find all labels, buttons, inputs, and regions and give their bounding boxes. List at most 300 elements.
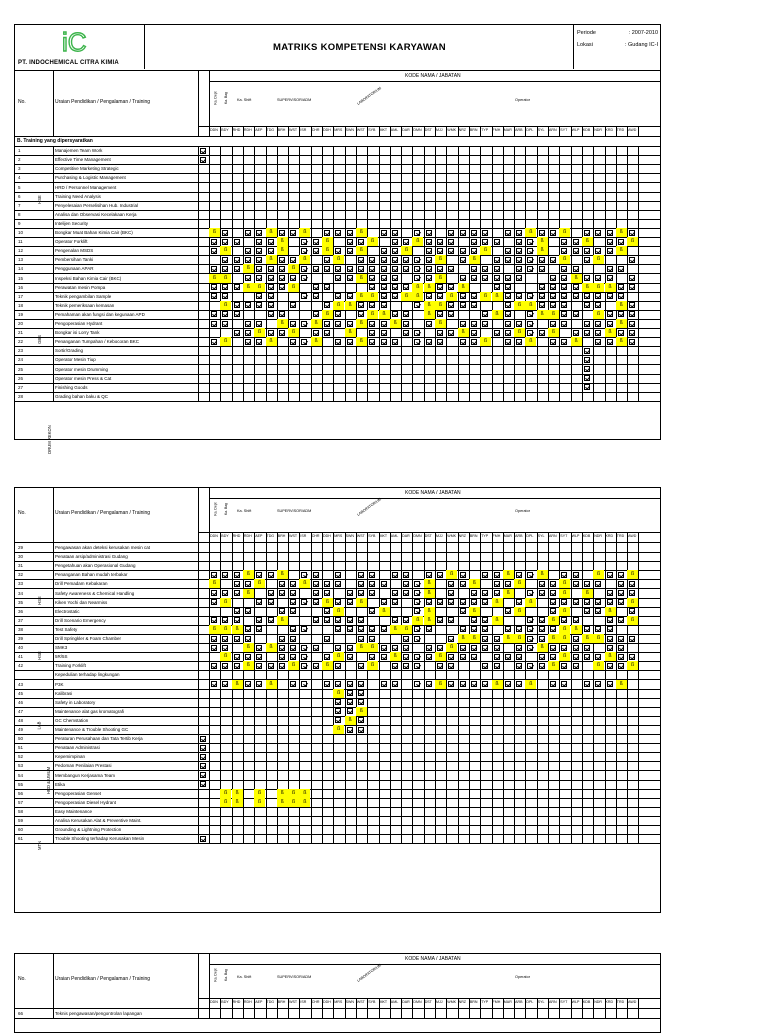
column-divider [390, 1009, 391, 1018]
column-divider [616, 789, 617, 798]
employee-code: WLP [571, 1000, 580, 1004]
column-divider [333, 164, 334, 173]
column-divider [254, 725, 255, 734]
competency-cell [469, 652, 480, 661]
checkbox-checked-icon [607, 248, 613, 254]
competency-cell [559, 264, 570, 273]
lokasi-value: : Gudang IC-I [624, 42, 658, 48]
checkbox-checked-icon [256, 339, 262, 345]
column-divider [582, 789, 583, 798]
checkbox-checked-icon [516, 275, 522, 281]
column-divider [605, 771, 606, 780]
competency-cell [492, 255, 503, 264]
competency-cell [525, 264, 536, 273]
column-divider [277, 698, 278, 707]
competency-cell [311, 283, 322, 292]
checkbox-checked-icon [403, 617, 409, 623]
competency-cell [311, 237, 322, 246]
checkbox-checked-icon [471, 617, 477, 623]
checkbox-checked-icon [505, 330, 511, 336]
column-divider [458, 780, 459, 789]
column-divider [333, 173, 334, 182]
column-divider [254, 155, 255, 164]
competency-cell [243, 255, 254, 264]
beta-mark: ß [627, 616, 638, 625]
competency-cell [480, 337, 491, 346]
column-divider [277, 146, 278, 155]
column-divider [266, 543, 267, 552]
column-divider [582, 716, 583, 725]
row-label: Kepemimpinan [55, 754, 86, 760]
column-divider [53, 652, 54, 661]
checkbox-checked-icon [234, 663, 240, 669]
column-divider [356, 652, 357, 661]
checkbox-checked-icon [494, 636, 500, 642]
employee-code: BDY [221, 1000, 229, 1004]
column-divider [198, 355, 199, 364]
column-divider [616, 625, 617, 634]
column-divider [458, 164, 459, 173]
checkbox-checked-icon [200, 836, 206, 842]
column-divider [435, 146, 436, 155]
column-divider [559, 374, 560, 383]
column-divider [480, 283, 481, 292]
column-divider [53, 192, 54, 201]
column-divider [605, 155, 606, 164]
competency-cell [401, 589, 412, 598]
column-divider [209, 807, 210, 816]
competency-cell [559, 661, 570, 670]
column-divider [53, 825, 54, 834]
checkbox-checked-icon [279, 663, 285, 669]
column-divider [582, 707, 583, 716]
column-divider [322, 725, 323, 734]
competency-cell [424, 228, 435, 237]
column-divider [480, 155, 481, 164]
checkbox-checked-icon [301, 572, 307, 578]
competency-cell [412, 301, 423, 310]
beta-mark: ß [593, 634, 604, 643]
column-divider [627, 798, 628, 807]
column-divider [593, 616, 594, 625]
competency-cell [401, 616, 412, 625]
column-divider [412, 789, 413, 798]
competency-cell [299, 579, 310, 588]
column-divider [53, 210, 54, 219]
competency-cell [367, 607, 378, 616]
column-divider [559, 365, 560, 374]
column-divider [638, 201, 639, 210]
column-divider [469, 346, 470, 355]
competency-cell [435, 274, 446, 283]
competency-cell [503, 246, 514, 255]
column-divider [424, 552, 425, 561]
checkbox-checked-icon [584, 230, 590, 236]
column-divider [367, 392, 368, 401]
employee-code: WST [356, 128, 365, 132]
column-divider [480, 392, 481, 401]
checkbox-checked-icon [324, 284, 330, 290]
competency-cell [446, 310, 457, 319]
column-divider [514, 670, 515, 679]
checkbox-checked-icon [245, 581, 251, 587]
column-divider [525, 689, 526, 698]
column-divider [311, 798, 312, 807]
checkbox-checked-icon [618, 266, 624, 272]
column-divider [198, 201, 199, 210]
column-divider [514, 1009, 515, 1018]
column-divider [198, 488, 199, 542]
column-divider [525, 173, 526, 182]
column-divider [333, 834, 334, 843]
column-divider [571, 383, 572, 392]
column-divider [299, 707, 300, 716]
column-divider [559, 355, 560, 364]
column-divider [435, 670, 436, 679]
column-divider [412, 834, 413, 843]
column-divider [435, 807, 436, 816]
column-divider [220, 183, 221, 192]
checkbox-checked-icon [629, 257, 635, 263]
column-divider [198, 579, 199, 588]
column-divider [322, 716, 323, 725]
competency-cell [492, 264, 503, 273]
column-divider [469, 164, 470, 173]
checkbox-checked-icon [482, 590, 488, 596]
employee-code: WMK [447, 1000, 457, 1004]
column-divider [638, 789, 639, 798]
competency-cell [220, 264, 231, 273]
column-divider [390, 164, 391, 173]
row-label: Effective Time Management [55, 157, 111, 163]
checkbox-checked-icon [448, 330, 454, 336]
column-divider [424, 689, 425, 698]
checkbox-checked-icon [505, 654, 511, 660]
column-divider [299, 301, 300, 310]
column-divider [480, 1009, 481, 1018]
competency-cell [333, 310, 344, 319]
column-divider [322, 146, 323, 155]
competency-cell [401, 579, 412, 588]
column-divider [53, 310, 54, 319]
competency-cell [627, 616, 638, 625]
column-divider [53, 561, 54, 570]
column-divider [446, 689, 447, 698]
competency-cell [571, 328, 582, 337]
column-divider [345, 155, 346, 164]
column-divider [401, 337, 402, 346]
row-number: 37 [18, 617, 24, 623]
column-divider [254, 1009, 255, 1018]
competency-cell [379, 643, 390, 652]
column-divider [537, 771, 538, 780]
competency-cell [548, 616, 559, 625]
column-divider [345, 392, 346, 401]
row-label: Maintenance & Trouble Shooting GC [55, 727, 129, 732]
column-divider [469, 716, 470, 725]
checkbox-checked-icon [426, 266, 432, 272]
competency-cell [582, 625, 593, 634]
col-uraian-header: Uraian Pendidikan / Pengalaman / Training [55, 98, 151, 105]
column-divider [311, 365, 312, 374]
column-divider [53, 570, 54, 579]
checkbox-checked-icon [268, 248, 274, 254]
column-divider [356, 771, 357, 780]
column-divider [480, 743, 481, 752]
column-divider [198, 346, 199, 355]
row-number: 28 [18, 393, 24, 399]
column-divider [435, 552, 436, 561]
employee-code: MKT [379, 534, 388, 538]
checkbox-checked-icon [211, 311, 217, 317]
column-divider [435, 173, 436, 182]
competency-cell [322, 283, 333, 292]
column-divider [299, 355, 300, 364]
checkbox-checked-icon [595, 681, 601, 687]
column-divider [446, 743, 447, 752]
column-divider [412, 816, 413, 825]
column-divider [198, 598, 199, 607]
column-divider [525, 698, 526, 707]
column-divider [412, 707, 413, 716]
column-divider [367, 670, 368, 679]
competency-cell [435, 283, 446, 292]
competency-cell [198, 155, 209, 164]
competency-cell [379, 625, 390, 634]
column-divider [266, 210, 267, 219]
column-divider [458, 771, 459, 780]
competency-cell [627, 634, 638, 643]
competency-cell [627, 228, 638, 237]
competency-cell [333, 301, 344, 310]
competency-cell [390, 652, 401, 661]
column-divider [367, 716, 368, 725]
column-divider [503, 237, 504, 246]
column-divider [379, 689, 380, 698]
column-divider [311, 634, 312, 643]
checkbox-checked-icon [347, 708, 353, 714]
column-divider [492, 561, 493, 570]
column-divider [525, 164, 526, 173]
competency-cell [220, 798, 231, 807]
checkbox-checked-icon [347, 293, 353, 299]
column-divider [593, 155, 594, 164]
row-divider [198, 998, 660, 999]
employee-code: WST [356, 534, 365, 538]
competency-cell [367, 283, 378, 292]
competency-cell [559, 598, 570, 607]
checkbox-checked-icon [268, 311, 274, 317]
checkbox-checked-icon [505, 284, 511, 290]
competency-cell [480, 319, 491, 328]
column-divider [514, 561, 515, 570]
competency-cell [435, 246, 446, 255]
col-kashift-header: Ka. Shift [237, 975, 252, 979]
column-divider [401, 219, 402, 228]
column-divider [266, 761, 267, 770]
column-divider [379, 210, 380, 219]
checkbox-checked-icon [414, 581, 420, 587]
column-divider [469, 780, 470, 789]
row-label: 5R/5S [55, 654, 68, 660]
checkbox-checked-icon [550, 275, 556, 281]
column-divider [322, 561, 323, 570]
column-divider [288, 201, 289, 210]
beta-mark: ß [345, 716, 356, 725]
checkbox-checked-icon [426, 626, 432, 632]
competency-cell [458, 328, 469, 337]
column-divider [198, 789, 199, 798]
column-divider [582, 816, 583, 825]
column-divider [525, 192, 526, 201]
column-divider [333, 816, 334, 825]
column-divider [559, 771, 560, 780]
competency-cell [503, 337, 514, 346]
checkbox-checked-icon [200, 781, 206, 787]
competency-cell [299, 680, 310, 689]
column-divider [345, 192, 346, 201]
column-divider [266, 346, 267, 355]
beta-mark: ß [605, 283, 616, 292]
column-divider [435, 210, 436, 219]
column-divider [548, 355, 549, 364]
column-divider [480, 734, 481, 743]
competency-cell [605, 680, 616, 689]
checkbox-checked-icon [268, 599, 274, 605]
column-divider [446, 543, 447, 552]
column-divider [571, 780, 572, 789]
column-divider [559, 192, 560, 201]
column-divider [605, 725, 606, 734]
beta-mark: ß [243, 264, 254, 273]
column-divider [480, 761, 481, 770]
column-divider [379, 155, 380, 164]
checkbox-checked-icon [414, 230, 420, 236]
column-divider [503, 771, 504, 780]
competency-cell [605, 337, 616, 346]
column-divider [379, 698, 380, 707]
column-divider [198, 173, 199, 182]
column-divider [605, 707, 606, 716]
competency-cell [514, 680, 525, 689]
beta-mark: ß [333, 652, 344, 661]
checkbox-checked-icon [539, 663, 545, 669]
competency-cell [277, 798, 288, 807]
column-divider [469, 707, 470, 716]
column-divider [582, 219, 583, 228]
column-divider [209, 201, 210, 210]
column-divider [638, 570, 639, 579]
column-divider [458, 310, 459, 319]
column-divider [322, 816, 323, 825]
column-divider [638, 725, 639, 734]
column-divider [390, 689, 391, 698]
column-divider [492, 164, 493, 173]
column-divider [627, 689, 628, 698]
column-divider [582, 834, 583, 843]
competency-cell [311, 337, 322, 346]
competency-cell [356, 237, 367, 246]
column-divider [514, 355, 515, 364]
competency-cell [582, 283, 593, 292]
column-divider [446, 707, 447, 716]
column-divider [446, 734, 447, 743]
row-label: Operator Mesin Tiup [55, 357, 96, 363]
column-divider [559, 328, 560, 337]
employee-code: TRD [616, 1000, 625, 1004]
column-divider [53, 954, 54, 1008]
column-divider [469, 192, 470, 201]
checkbox-checked-icon [256, 293, 262, 299]
competency-cell [435, 255, 446, 264]
column-divider [638, 155, 639, 164]
column-divider [492, 301, 493, 310]
competency-cell [367, 274, 378, 283]
competency-cell [333, 698, 344, 707]
column-divider [514, 698, 515, 707]
column-divider [525, 734, 526, 743]
column-divider [514, 192, 515, 201]
competency-cell [277, 570, 288, 579]
competency-cell [616, 579, 627, 588]
column-divider [390, 698, 391, 707]
competency-cell [266, 328, 277, 337]
column-divider [435, 561, 436, 570]
checkbox-checked-icon [573, 599, 579, 605]
checkbox-checked-icon [584, 321, 590, 327]
checkbox-checked-icon [482, 636, 488, 642]
column-divider [390, 155, 391, 164]
column-divider [333, 1009, 334, 1018]
beta-mark: ß [356, 319, 367, 328]
column-divider [299, 383, 300, 392]
column-divider [638, 301, 639, 310]
column-divider [559, 725, 560, 734]
column-divider [593, 543, 594, 552]
employee-code: DAR [402, 534, 410, 538]
column-divider [232, 228, 233, 237]
row-number: 22 [18, 339, 24, 345]
column-divider [503, 825, 504, 834]
checkbox-checked-icon [460, 626, 466, 632]
column-divider [401, 771, 402, 780]
beta-mark: ß [220, 798, 231, 807]
beta-mark: ß [492, 598, 503, 607]
column-divider [537, 201, 538, 210]
checkbox-checked-icon [629, 654, 635, 660]
column-divider [492, 816, 493, 825]
employee-code: FMH [492, 1000, 501, 1004]
column-divider [390, 365, 391, 374]
column-divider [616, 201, 617, 210]
column-divider [254, 219, 255, 228]
checkbox-checked-icon [347, 681, 353, 687]
column-divider [548, 173, 549, 182]
column-divider [435, 374, 436, 383]
row-label: Operator mesin Drumming [55, 366, 109, 372]
row-label: Grading bahan baku & QC [55, 393, 109, 399]
competency-cell [525, 616, 536, 625]
column-divider [638, 834, 639, 843]
column-divider [638, 183, 639, 192]
checkbox-checked-icon [403, 321, 409, 327]
column-divider [401, 228, 402, 237]
competency-cell [582, 374, 593, 383]
column-divider [299, 752, 300, 761]
column-divider [379, 543, 380, 552]
column-divider [537, 707, 538, 716]
column-divider [333, 807, 334, 816]
